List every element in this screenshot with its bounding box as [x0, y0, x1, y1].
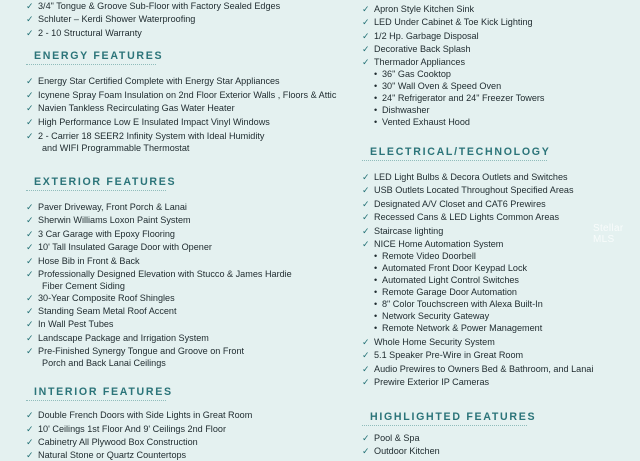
list-item: ✓ Landscape Package and Irrigation System	[26, 333, 209, 343]
list-item: ✓ Whole Home Security System	[362, 337, 495, 347]
list-item: ✓ Recessed Cans & LED Lights Common Areas	[362, 212, 559, 222]
dot-icon: •	[374, 105, 378, 115]
check-icon: ✓	[362, 172, 370, 182]
check-icon: ✓	[26, 242, 34, 252]
check-icon: ✓	[26, 346, 34, 356]
list-item: ✓ Energy Star Certified Complete with Energy Star Appliances	[26, 76, 280, 86]
section-rule	[362, 160, 547, 162]
dot-icon: •	[374, 263, 378, 273]
check-icon: ✓	[26, 117, 34, 127]
sub-list-item: • Remote Network & Power Management	[374, 323, 543, 333]
list-item: ✓ High Performance Low E Insulated Impact Vinyl Windows	[26, 117, 270, 127]
list-item: ✓ 10' Ceilings 1st Floor And 9' Ceilings 2nd Floor	[26, 424, 226, 434]
list-item: ✓ 3 Car Garage with Epoxy Flooring	[26, 229, 175, 239]
highlighted-features-heading: HIGHLIGHTED FEATURES	[370, 411, 537, 423]
sub-list-item: • Network Security Gateway	[374, 311, 490, 321]
check-icon: ✓	[362, 185, 370, 195]
check-icon: ✓	[362, 31, 370, 41]
list-item: ✓ NICE Home Automation System	[362, 239, 504, 249]
check-icon: ✓	[26, 333, 34, 343]
section-rule	[26, 400, 166, 402]
list-item: ✓ Cabinetry All Plywood Box Construction	[26, 437, 198, 447]
check-icon: ✓	[26, 1, 34, 11]
list-item: ✓ 10' Tall Insulated Garage Door with Opener	[26, 242, 212, 252]
list-item: ✓ 30-Year Composite Roof Shingles	[26, 293, 175, 303]
check-icon: ✓	[26, 293, 34, 303]
list-item: ✓ Pre-Finished Synergy Tongue and Groove on Front	[26, 346, 245, 356]
sub-list-item: • Automated Light Control Switches	[374, 275, 519, 285]
check-icon: ✓	[362, 4, 370, 14]
list-item: ✓ Double French Doors with Side Lights in Great Room	[26, 410, 253, 420]
check-icon: ✓	[26, 437, 34, 447]
check-icon: ✓	[362, 337, 370, 347]
list-item: ✓ Decorative Back Splash	[362, 44, 471, 54]
list-item: ✓ Paver Driveway, Front Porch & Lanai	[26, 202, 187, 212]
check-icon: ✓	[26, 410, 34, 420]
check-icon: ✓	[362, 377, 370, 387]
list-item: ✓ Sherwin Williams Loxon Paint System	[26, 215, 191, 225]
check-icon: ✓	[362, 433, 370, 443]
dot-icon: •	[374, 299, 378, 309]
check-icon: ✓	[26, 215, 34, 225]
watermark: Stellar MLS	[593, 223, 624, 245]
sub-list-item: • Vented Exhaust Hood	[374, 117, 470, 127]
electrical-technology-heading: ELECTRICAL/TECHNOLOGY	[370, 146, 551, 158]
list-item: ✓ Prewire Exterior IP Cameras	[362, 377, 490, 387]
sub-list-item: • Automated Front Door Keypad Lock	[374, 263, 528, 273]
list-item-continuation: Fiber Cement Siding	[42, 281, 125, 291]
check-icon: ✓	[26, 28, 34, 38]
check-icon: ✓	[26, 424, 34, 434]
dot-icon: •	[374, 117, 378, 127]
list-item: ✓ Outdoor Kitchen	[362, 446, 440, 456]
list-item: ✓ Icynene Spray Foam Insulation on 2nd Floor Exterior Walls , Floors & Attic	[26, 90, 337, 100]
list-item: ✓ Schluter – Kerdi Shower Waterproofing	[26, 14, 196, 24]
section-rule	[26, 190, 166, 192]
check-icon: ✓	[26, 103, 34, 113]
list-item: ✓ Standing Seam Metal Roof Accent	[26, 306, 177, 316]
dot-icon: •	[374, 93, 378, 103]
check-icon: ✓	[362, 57, 370, 67]
list-item: ✓ Apron Style Kitchen Sink	[362, 4, 475, 14]
exterior-features-heading: EXTERIOR FEATURES	[34, 176, 177, 188]
list-item: ✓ Natural Stone or Quartz Countertops	[26, 450, 187, 460]
sub-list-item: • 8" Color Touchscreen with Alexa Built-In	[374, 299, 543, 309]
dot-icon: •	[374, 251, 378, 261]
sub-list-item: • Remote Garage Door Automation	[374, 287, 517, 297]
list-item: ✓ 2 - 10 Structural Warranty	[26, 28, 142, 38]
check-icon: ✓	[26, 319, 34, 329]
list-item-continuation: Porch and Back Lanai Ceilings	[42, 358, 166, 368]
check-icon: ✓	[26, 131, 34, 141]
section-rule	[26, 64, 156, 66]
sub-list-item: • 30" Wall Oven & Speed Oven	[374, 81, 502, 91]
sub-list-item: • 24" Refrigerator and 24" Freezer Towers	[374, 93, 545, 103]
energy-features-heading: ENERGY FEATURES	[34, 50, 164, 62]
check-icon: ✓	[26, 306, 34, 316]
list-item: ✓ Thermador Appliances	[362, 57, 465, 67]
sub-list-item: • Remote Video Doorbell	[374, 251, 476, 261]
list-item: ✓ 1/2 Hp. Garbage Disposal	[362, 31, 479, 41]
dot-icon: •	[374, 275, 378, 285]
dot-icon: •	[374, 81, 378, 91]
check-icon: ✓	[26, 90, 34, 100]
check-icon: ✓	[26, 229, 34, 239]
check-icon: ✓	[26, 14, 34, 24]
list-item: ✓ Navien Tankless Recirculating Gas Water Heater	[26, 103, 235, 113]
sub-list-item: • 36" Gas Cooktop	[374, 69, 451, 79]
list-item: ✓ In Wall Pest Tubes	[26, 319, 114, 329]
list-item: ✓ 2 - Carrier 18 SEER2 Infinity System with Ideal Humidity	[26, 131, 265, 141]
list-item: ✓ 5.1 Speaker Pre-Wire in Great Room	[362, 350, 524, 360]
check-icon: ✓	[362, 364, 370, 374]
list-item: ✓ Hose Bib in Front & Back	[26, 256, 140, 266]
check-icon: ✓	[362, 239, 370, 249]
sub-list-item: • Dishwasher	[374, 105, 430, 115]
check-icon: ✓	[362, 199, 370, 209]
check-icon: ✓	[26, 450, 34, 460]
check-icon: ✓	[362, 350, 370, 360]
list-item: ✓ Professionally Designed Elevation with Stucco & James Hardie	[26, 269, 292, 279]
list-item: ✓ Pool & Spa	[362, 433, 420, 443]
interior-features-heading: INTERIOR FEATURES	[34, 386, 173, 398]
list-item: ✓ LED Under Cabinet & Toe Kick Lighting	[362, 17, 533, 27]
list-item-continuation: and WIFI Programmable Thermostat	[42, 143, 190, 153]
dot-icon: •	[374, 323, 378, 333]
section-rule	[362, 425, 527, 427]
list-item: ✓ Audio Prewires to Owners Bed & Bathroom, and Lanai	[362, 364, 594, 374]
list-item: ✓ USB Outlets Located Throughout Specified Areas	[362, 185, 574, 195]
dot-icon: •	[374, 69, 378, 79]
list-item: ✓ Designated A/V Closet and CAT6 Prewires	[362, 199, 546, 209]
check-icon: ✓	[362, 212, 370, 222]
check-icon: ✓	[362, 446, 370, 456]
dot-icon: •	[374, 311, 378, 321]
check-icon: ✓	[362, 226, 370, 236]
list-item: ✓ 3/4" Tongue & Groove Sub-Floor with Factory Sealed Edges	[26, 1, 281, 11]
dot-icon: •	[374, 287, 378, 297]
check-icon: ✓	[26, 269, 34, 279]
check-icon: ✓	[26, 76, 34, 86]
check-icon: ✓	[362, 17, 370, 27]
list-item: ✓ Staircase lighting	[362, 226, 444, 236]
check-icon: ✓	[26, 202, 34, 212]
list-item: ✓ LED Light Bulbs & Decora Outlets and Switches	[362, 172, 568, 182]
check-icon: ✓	[362, 44, 370, 54]
check-icon: ✓	[26, 256, 34, 266]
